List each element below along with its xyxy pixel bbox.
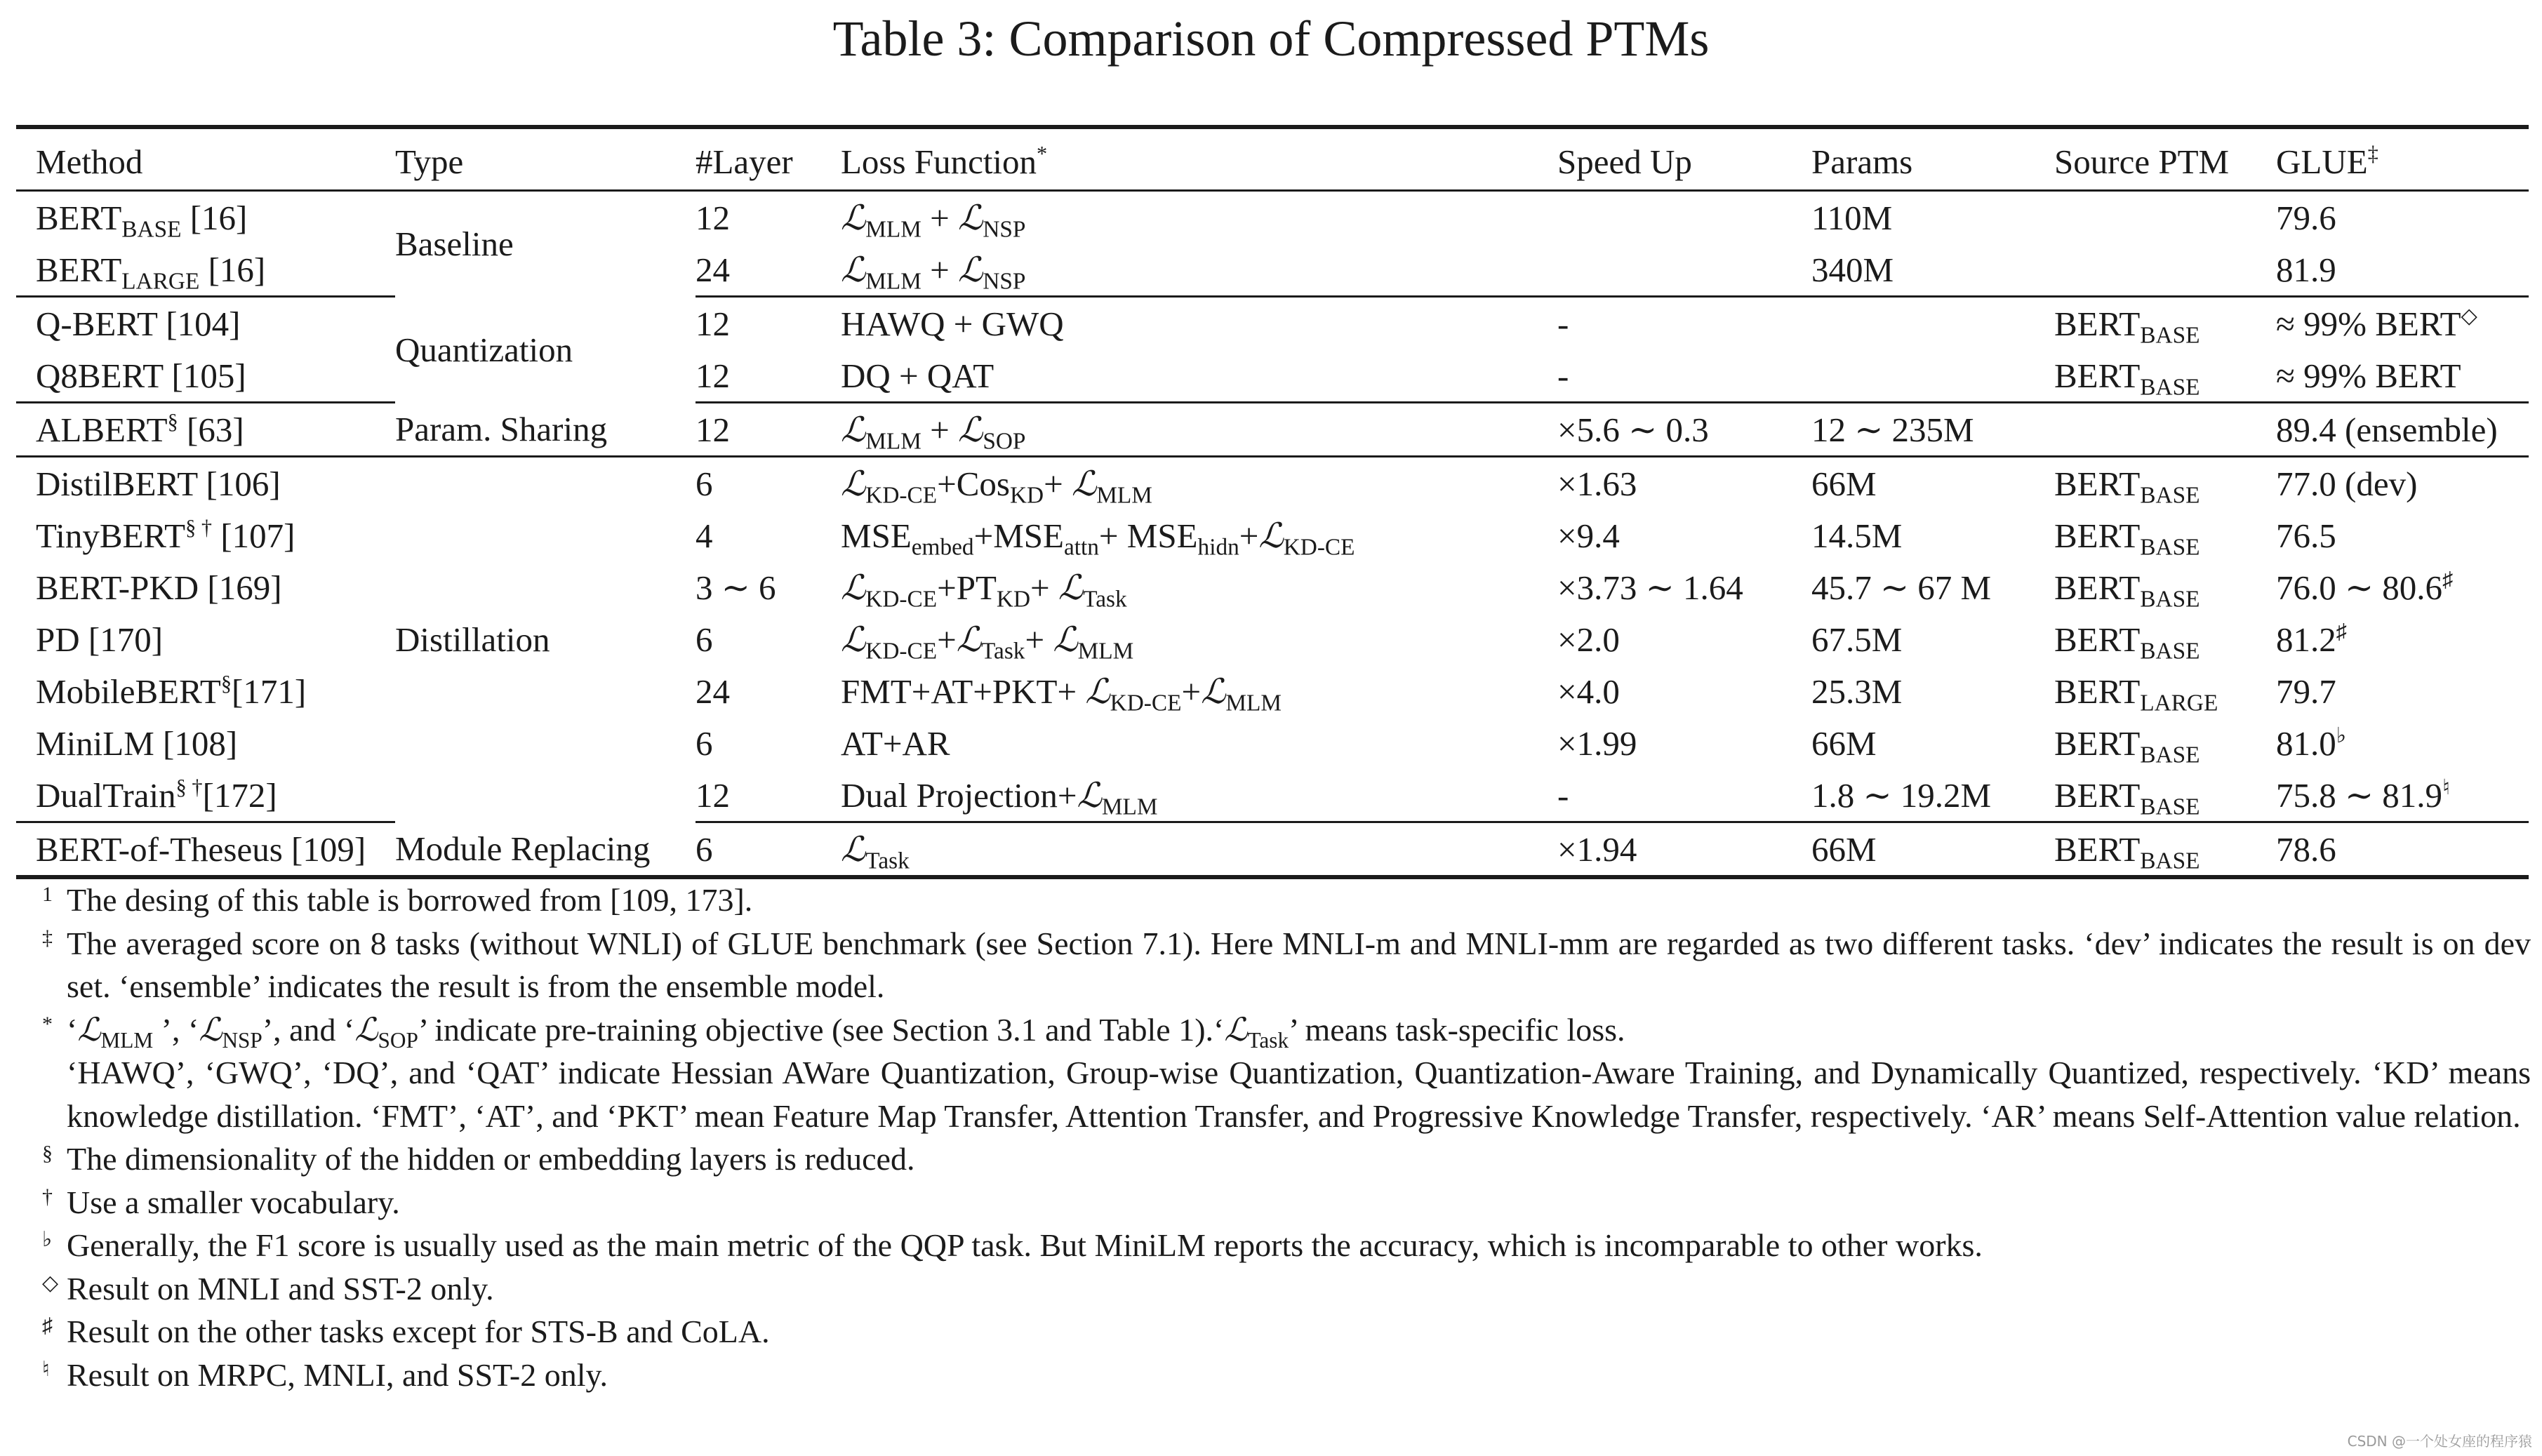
layer-cell: 12 — [696, 198, 730, 237]
footnote: 1 The desing of this table is borrowed from [109, 173]. — [32, 879, 2531, 922]
col-header-method: Method — [16, 127, 395, 191]
layer-cell: 12 — [696, 403, 841, 457]
col-header-speed: Speed Up — [1557, 127, 1811, 191]
speed-cell: - — [1557, 304, 1569, 343]
glue-cell: ≈ 99% BERT — [2276, 349, 2529, 403]
params-cell: 110M — [1811, 198, 1893, 237]
type-cell: Param. Sharing — [395, 403, 696, 457]
speed-cell: ×3.73 ∼ 1.64 — [1557, 568, 1743, 607]
table-row — [16, 769, 2529, 822]
params-cell: 66M — [1811, 822, 2054, 878]
layer-cell: 24 — [696, 672, 730, 711]
loss-cell: FMT+AT+PKT+ ℒ$_{KD-CE}$+ℒ$_{MLM}$ — [841, 672, 1282, 716]
source-cell — [2054, 243, 2276, 297]
source-cell: $BERT_{BASE}$ — [2054, 822, 2276, 878]
source-cell: $BERT_{BASE}$ — [2054, 568, 2200, 613]
col-header-source: Source PTM — [2054, 127, 2276, 191]
footnote: * ‘ℒ$_{MLM}$ ’, ‘ℒ$_{NSP}$’, and ‘ℒ$_{SOP}$’ indicate pre-training objective (see Section 3.1 and Table 1).‘ℒ$_{Task}$’ means task-specific loss. — [32, 1008, 2531, 1052]
method-cell: BERT-of-Theseus [109] — [16, 822, 395, 878]
footnote: § The dimensionality of the hidden or embedding layers is reduced. — [32, 1137, 2531, 1181]
method-cell: MobileBERT§[171] — [36, 671, 307, 711]
watermark: CSDN @一个处女座的程序猿 — [2347, 1433, 2532, 1450]
params-cell — [1811, 297, 2054, 350]
table-row — [16, 349, 2529, 403]
table-row — [16, 509, 2529, 561]
glue-cell: ≈ 99% BERT◇ — [2276, 303, 2477, 343]
source-cell: $BERT_{BASE}$ — [2054, 464, 2200, 509]
params-cell: 12 ∼ 235M — [1811, 403, 2054, 457]
glue-cell: 75.8 ∼ 81.9♮ — [2276, 769, 2529, 822]
footnote-mark: ♯ — [42, 1314, 53, 1337]
glue-cell: 81.9 — [2276, 243, 2529, 297]
speed-cell: ×4.0 — [1557, 672, 1620, 711]
table-row — [16, 297, 2529, 350]
loss-cell: ℒ$_{KD-CE}$+ℒ$_{Task}$+ ℒ$_{MLM}$ — [841, 620, 1134, 664]
footnote-mark: * — [42, 1012, 53, 1036]
layer-cell: 24 — [696, 243, 841, 297]
comparison-table — [16, 125, 2529, 879]
params-cell: 67.5M — [1811, 620, 1903, 659]
params-cell: 340M — [1811, 243, 2054, 297]
loss-cell: $ℒ_{KD-CE}+PT_{KD}+$ ℒ$_{Task}$ — [841, 568, 1127, 613]
glue-cell: 78.6 — [2276, 822, 2529, 878]
speed-cell: ×1.63 — [1557, 464, 1637, 503]
table-row — [16, 717, 2529, 769]
method-cell: BERT-PKD [169] — [36, 568, 282, 607]
method-cell: ALBERT§ [63] — [16, 403, 395, 457]
params-cell: 1.8 ∼ 19.2M — [1811, 769, 2054, 822]
col-header-layer: #Layer — [696, 127, 841, 191]
layer-cell: 6 — [696, 723, 713, 763]
speed-cell: - — [1557, 349, 1811, 403]
method-cell: DistilBERT [106] — [36, 464, 281, 503]
table-row — [16, 403, 2529, 457]
col-header-glue: GLUE‡ — [2276, 127, 2529, 191]
footnote: ‘HAWQ’, ‘GWQ’, ‘DQ’, and ‘QAT’ indicate Hessian AWare Quantization, Group-wise Quantization, Quantization-Aware Training, and Dynamically Quantized, respectively. ‘KD’ means knowledge distillation. ‘FMT’, ‘AT’, and ‘PKT’ mean Feature Map Transfer, Attention Transfer, and Progressive Knowledge Transfer, respectively. ‘AR’ means Self-Attention value relation. — [67, 1055, 2531, 1134]
method-cell: $BERT_{LARGE}$ [16] — [16, 243, 395, 297]
method-cell: TinyBERT§ † [107] — [36, 515, 295, 555]
speed-cell — [1557, 243, 1811, 297]
footnote: † Use a smaller vocabulary. — [32, 1181, 2531, 1224]
source-cell: $BERT_{BASE}$ — [2054, 769, 2276, 822]
speed-cell: ×5.6 ∼ 0.3 — [1557, 403, 1811, 457]
footnote-mark: ♮ — [42, 1357, 50, 1381]
layer-cell: 4 — [696, 516, 713, 555]
source-cell: $BERT_{LARGE}$ — [2054, 672, 2218, 716]
method-cell: MiniLM [108] — [36, 723, 238, 763]
loss-footnote-mark: * — [1037, 141, 1048, 166]
params-cell — [1811, 349, 2054, 403]
params-cell: 45.7 ∼ 67 M — [1811, 568, 1992, 607]
loss-cell: AT+AR — [841, 723, 950, 763]
layer-cell: 12 — [696, 769, 841, 822]
footnote-mark: ♭ — [42, 1228, 53, 1251]
source-cell: $BERT_{BASE}$ — [2054, 304, 2200, 349]
table-row — [16, 191, 2529, 244]
table-title: Table 3: Comparison of Compressed PTMs — [832, 11, 1710, 67]
glue-cell: 76.5 — [2276, 516, 2336, 555]
loss-cell: ℒ$_{MLM}$ + ℒ$_{NSP}$ — [841, 243, 1557, 297]
method-cell: $BERT_{BASE}$ [16] — [36, 198, 248, 243]
loss-cell: ℒ$_{Task}$ — [841, 822, 1557, 878]
method-cell: Q8BERT [105] — [16, 349, 395, 403]
method-cell: PD [170] — [36, 620, 164, 659]
glue-cell: 79.7 — [2276, 672, 2336, 711]
glue-cell: 81.0♭ — [2276, 723, 2347, 763]
footnote: ◇ Result on MNLI and SST-2 only. — [32, 1267, 2531, 1311]
params-cell: 66M — [1811, 723, 1877, 763]
speed-cell: ×9.4 — [1557, 516, 1620, 555]
footnote-mark: † — [42, 1184, 53, 1208]
speed-cell: - — [1557, 769, 1811, 822]
loss-cell: DQ + QAT — [841, 349, 1557, 403]
table-header-row — [16, 127, 2529, 191]
speed-cell: ×2.0 — [1557, 620, 1620, 659]
footnote: ♮ Result on MRPC, MNLI, and SST-2 only. — [32, 1354, 2531, 1397]
table-row — [16, 243, 2529, 297]
speed-cell — [1557, 191, 1811, 244]
footnote-mark: ‡ — [42, 926, 53, 949]
glue-footnote-mark: ‡ — [2367, 141, 2378, 166]
footnote: ♯ Result on the other tasks except for STS-B and CoLA. — [32, 1310, 2531, 1354]
glue-cell: 76.0 ∼ 80.6♯ — [2276, 567, 2454, 607]
speed-cell: ×1.94 — [1557, 822, 1811, 878]
layer-cell: 6 — [696, 464, 713, 503]
type-cell: Quantization — [395, 330, 573, 369]
footnote-mark: ◇ — [42, 1271, 59, 1295]
table-row — [16, 822, 2529, 878]
layer-cell: 12 — [696, 349, 841, 403]
source-cell: $BERT_{BASE}$ — [2054, 349, 2276, 403]
glue-cell: 77.0 (dev) — [2276, 464, 2418, 503]
source-cell — [2054, 403, 2276, 457]
table-row — [16, 561, 2529, 613]
table-row — [16, 457, 2529, 510]
params-cell: 25.3M — [1811, 672, 1903, 711]
method-cell: Q-BERT [104] — [36, 304, 241, 343]
type-cell: Baseline — [395, 225, 514, 264]
source-cell: $BERT_{BASE}$ — [2054, 620, 2200, 664]
table-row — [16, 613, 2529, 665]
table-row — [16, 665, 2529, 717]
glue-cell: 79.6 — [2276, 198, 2336, 237]
loss-cell: ℒ$_{KD-CE}$+Cos$_{KD}$+ ℒ$_{MLM}$ — [841, 464, 1152, 509]
layer-cell: 6 — [696, 822, 841, 878]
col-header-loss: Loss Function* — [841, 127, 1557, 191]
loss-cell: ℒ$_{MLM}$ + ℒ$_{NSP}$ — [841, 198, 1026, 243]
source-cell: $BERT_{BASE}$ — [2054, 723, 2200, 768]
footnote-mark: 1 — [42, 883, 53, 906]
source-cell: $BERT_{BASE}$ — [2054, 516, 2200, 561]
layer-cell: 6 — [696, 620, 713, 659]
footnote: ♭ Generally, the F1 score is usually used as the main metric of the QQP task. But MiniLM reports the accuracy, which is incomparable to other works. — [32, 1224, 2531, 1267]
col-header-type: Type — [395, 127, 696, 191]
source-cell — [2054, 191, 2276, 244]
speed-cell: ×1.99 — [1557, 723, 1637, 763]
loss-cell: $MSE_{embed}+MSE_{attn}+$ $MSE_{hidn}+ℒ_{KD-CE}$ — [841, 516, 1355, 561]
type-cell: Distillation — [395, 620, 550, 660]
loss-cell: ℒ$_{MLM}$ + ℒ$_{SOP}$ — [841, 403, 1557, 457]
footnote-mark: § — [42, 1142, 53, 1165]
glue-cell: 81.2♯ — [2276, 619, 2347, 659]
col-header-params: Params — [1811, 127, 2054, 191]
method-cell: DualTrain§ †[172] — [16, 769, 395, 822]
footnotes — [32, 879, 2531, 1396]
footnote: ‡ The averaged score on 8 tasks (without WNLI) of GLUE benchmark (see Section 7.1). Here MNLI-m and MNLI-mm are regarded as two different tasks. ‘dev’ indicates the result is on dev set. ‘ensemble’ indicates the result is from the ensemble model. — [32, 922, 2531, 1008]
glue-cell: 89.4 (ensemble) — [2276, 403, 2529, 457]
params-cell: 14.5M — [1811, 516, 1903, 555]
layer-cell: 12 — [696, 304, 730, 343]
loss-cell: Dual Projection+ℒ$_{MLM}$ — [841, 769, 1557, 822]
layer-cell: 3 ∼ 6 — [696, 568, 776, 607]
params-cell: 66M — [1811, 464, 1877, 503]
type-cell: Module Replacing — [395, 822, 696, 878]
loss-cell: HAWQ + GWQ — [841, 304, 1064, 343]
